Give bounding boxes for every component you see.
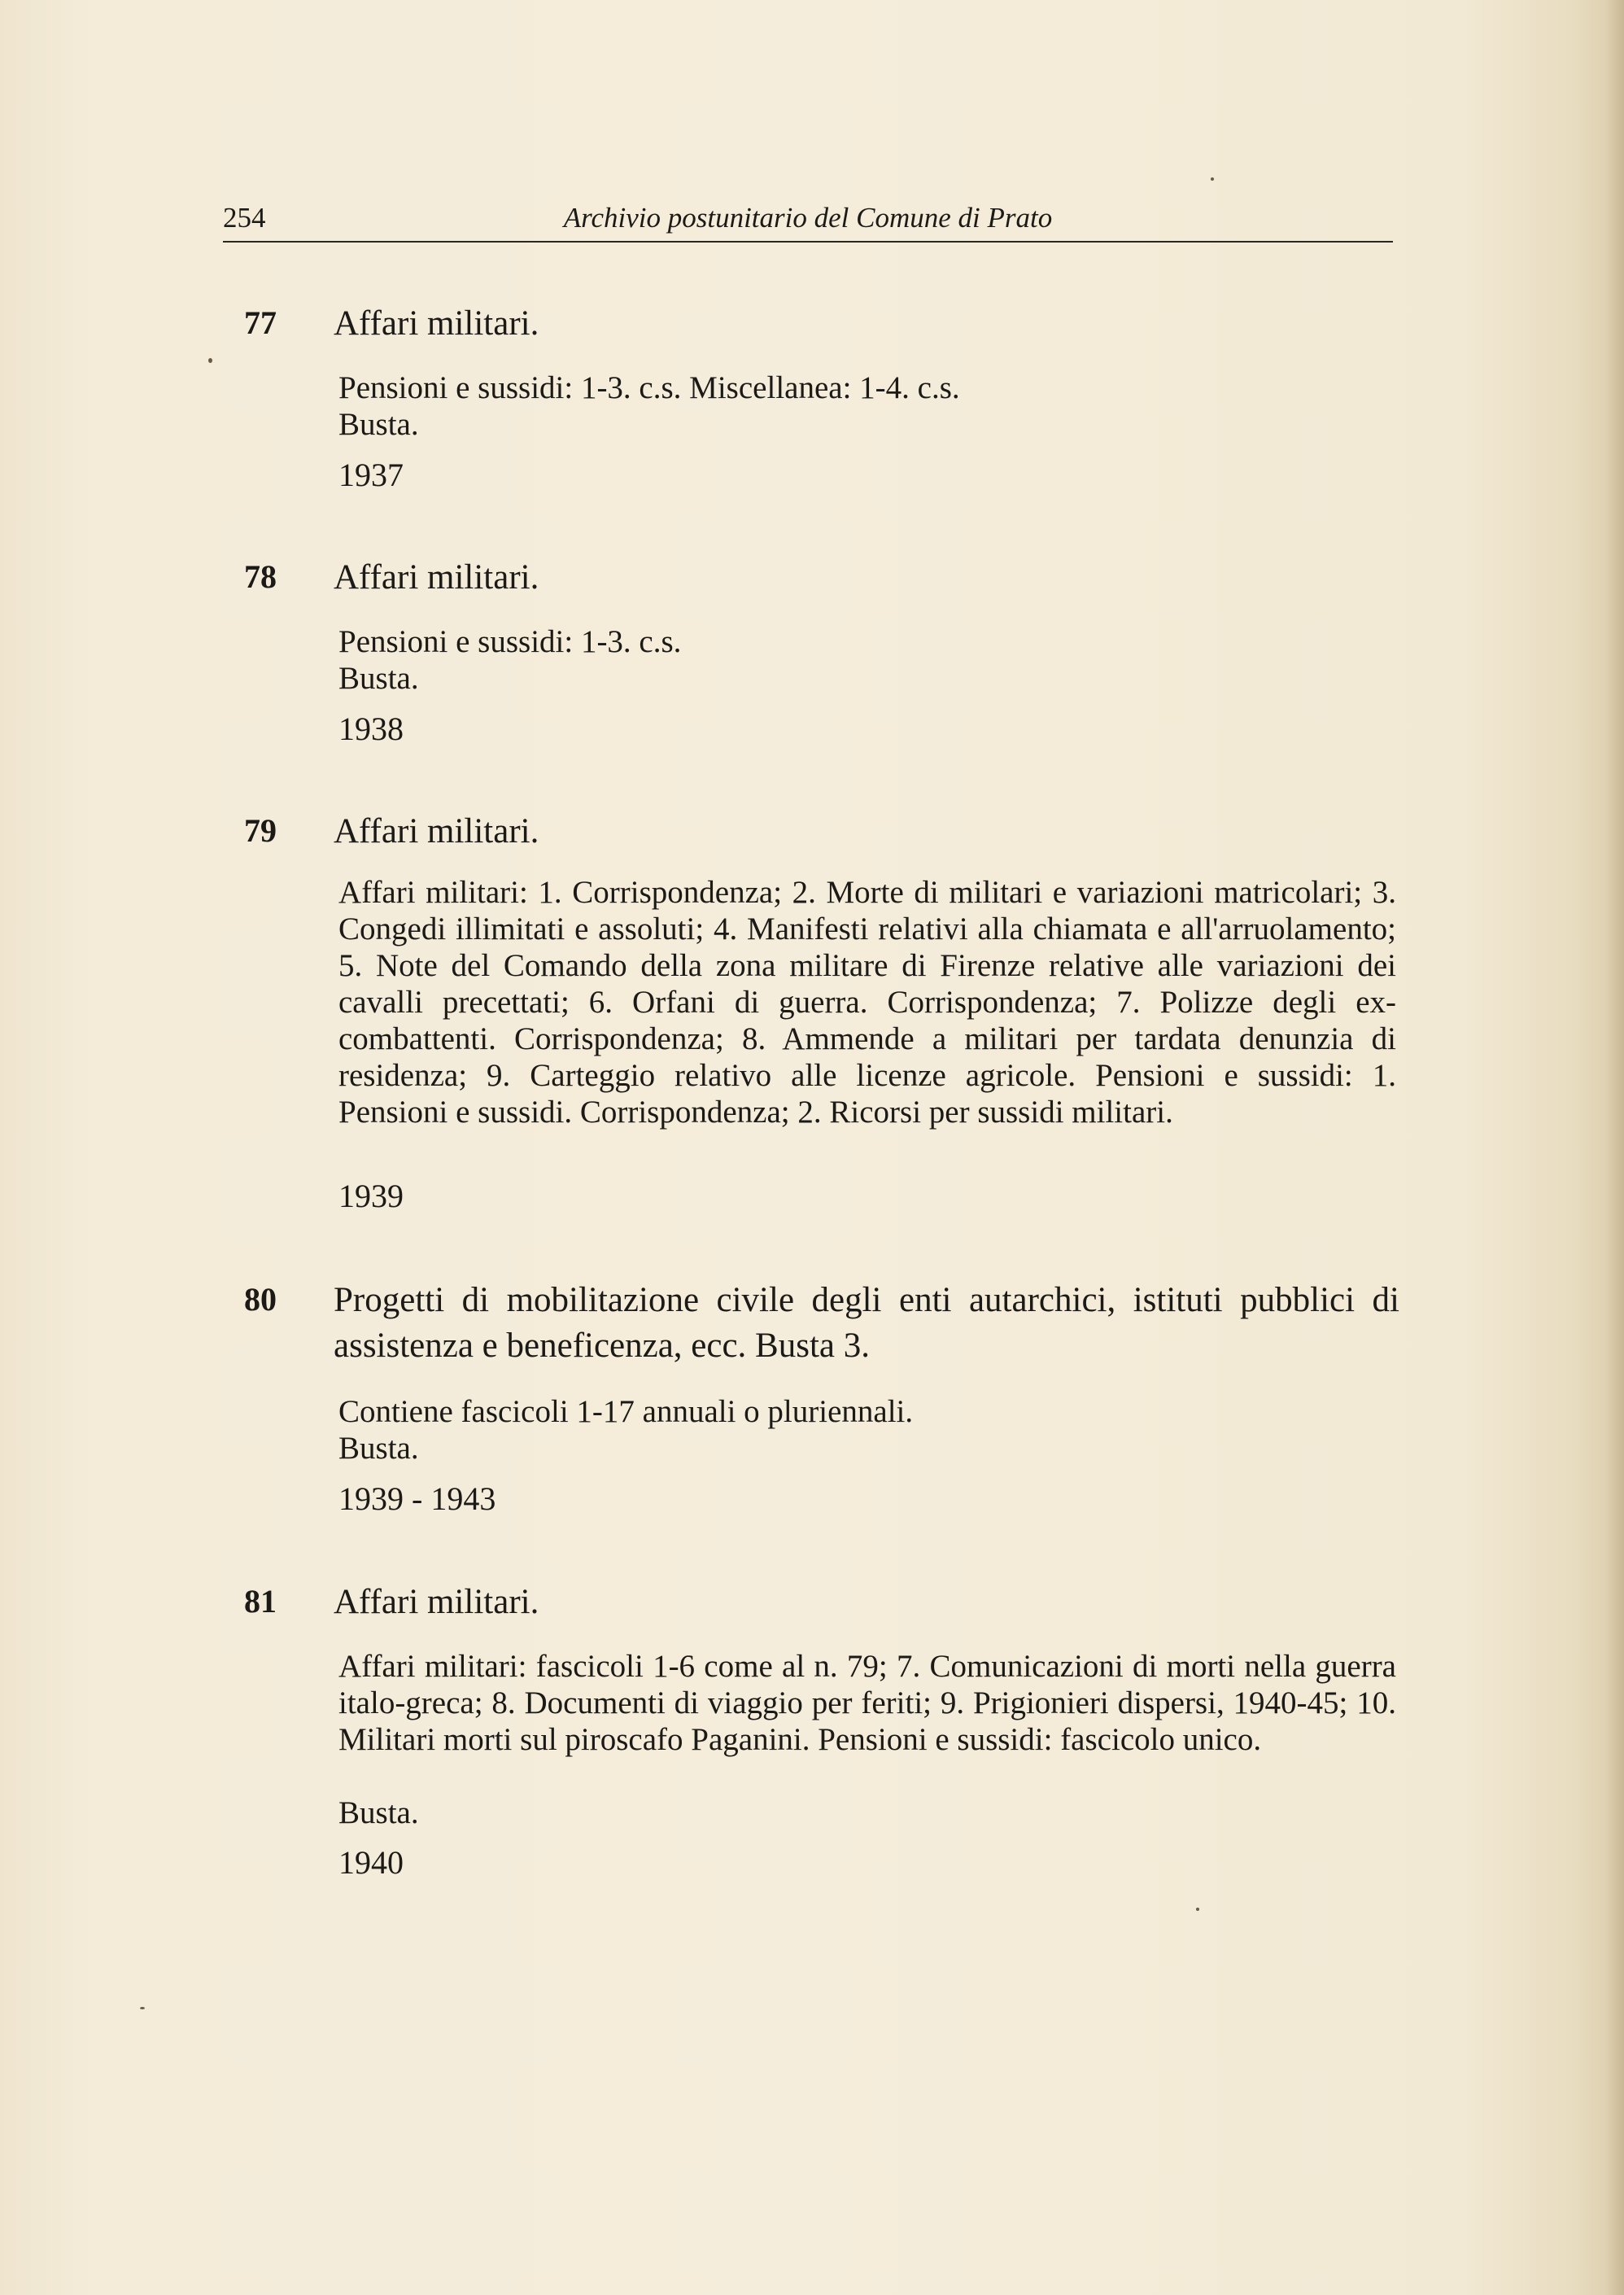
paper-speck	[140, 2007, 145, 2009]
entry-busta: Busta.	[338, 1431, 419, 1466]
entry-number: 80	[244, 1281, 277, 1318]
running-title: Archivio postunitario del Comune di Prato	[563, 202, 1053, 234]
entry-title: Affari militari.	[334, 812, 539, 850]
entry-date: 1938	[338, 710, 404, 747]
entry-busta: Busta.	[338, 661, 419, 696]
entry-date: 1939 - 1943	[338, 1480, 496, 1517]
entry-busta: Busta.	[338, 1795, 419, 1830]
entry-title: Progetti di mobilitazione civile degli enti autarchici, istituti pubblici di assistenza e beneficenza, ecc. Busta 3.	[334, 1281, 1399, 1365]
entry-title: Affari militari.	[334, 558, 539, 597]
page-number: 254	[223, 202, 266, 234]
page-edge-shadow	[1606, 0, 1624, 2295]
paper-speck	[1196, 1908, 1199, 1911]
entry-title: Affari militari.	[334, 304, 539, 343]
entry-date: 1940	[338, 1844, 404, 1881]
entry-description: Pensioni e sussidi: 1-3. c.s.	[338, 624, 682, 659]
page-header	[223, 200, 1393, 243]
entry-busta: Busta.	[338, 407, 419, 442]
entry-description: Affari militari: fascicoli 1-6 come al n. 79; 7. Comunicazioni di morti nella guerra italo-greca; 8. Documenti di viaggio per feriti; 9. Prigionieri dispersi, 1940-45; 10. Militari morti sul piroscafo Paganini. Pensioni e sussidi: fascicolo unico.	[338, 1649, 1396, 1757]
entry-description: Contiene fascicoli 1-17 annuali o pluriennali.	[338, 1394, 914, 1429]
entry-description: Affari militari: 1. Corrispondenza; 2. Morte di militari e variazioni matricolari; 3. Congedi illimitati e assoluti; 4. Manifesti relativi alla chiamata e all'arruolamento; 5. Note del Comando della zona militare di Firenze relative alle variazioni dei cavalli precettati; 6. Orfani di guerra. Corrispondenza; 7. Polizze degli ex-combattenti. Corrispondenza; 8. Ammende a militari per tardata denunzia di residenza; 9. Carteggio relativo alle licenze agricole. Pensioni e sussidi: 1. Pensioni e sussidi. Corrispondenza; 2. Ricorsi per sussidi militari.	[338, 875, 1396, 1130]
entry-title: Affari militari.	[334, 1583, 539, 1621]
entry-number: 78	[244, 558, 277, 595]
paper-speck	[1211, 177, 1214, 181]
paper-speck	[208, 358, 212, 363]
entry-number: 81	[244, 1583, 277, 1620]
entry-number: 77	[244, 304, 277, 341]
entry-date: 1939	[338, 1178, 404, 1214]
entry-description: Pensioni e sussidi: 1-3. c.s. Miscellanea: 1-4. c.s.	[338, 370, 960, 405]
entry-date: 1937	[338, 457, 404, 493]
entry-number: 79	[244, 812, 277, 849]
